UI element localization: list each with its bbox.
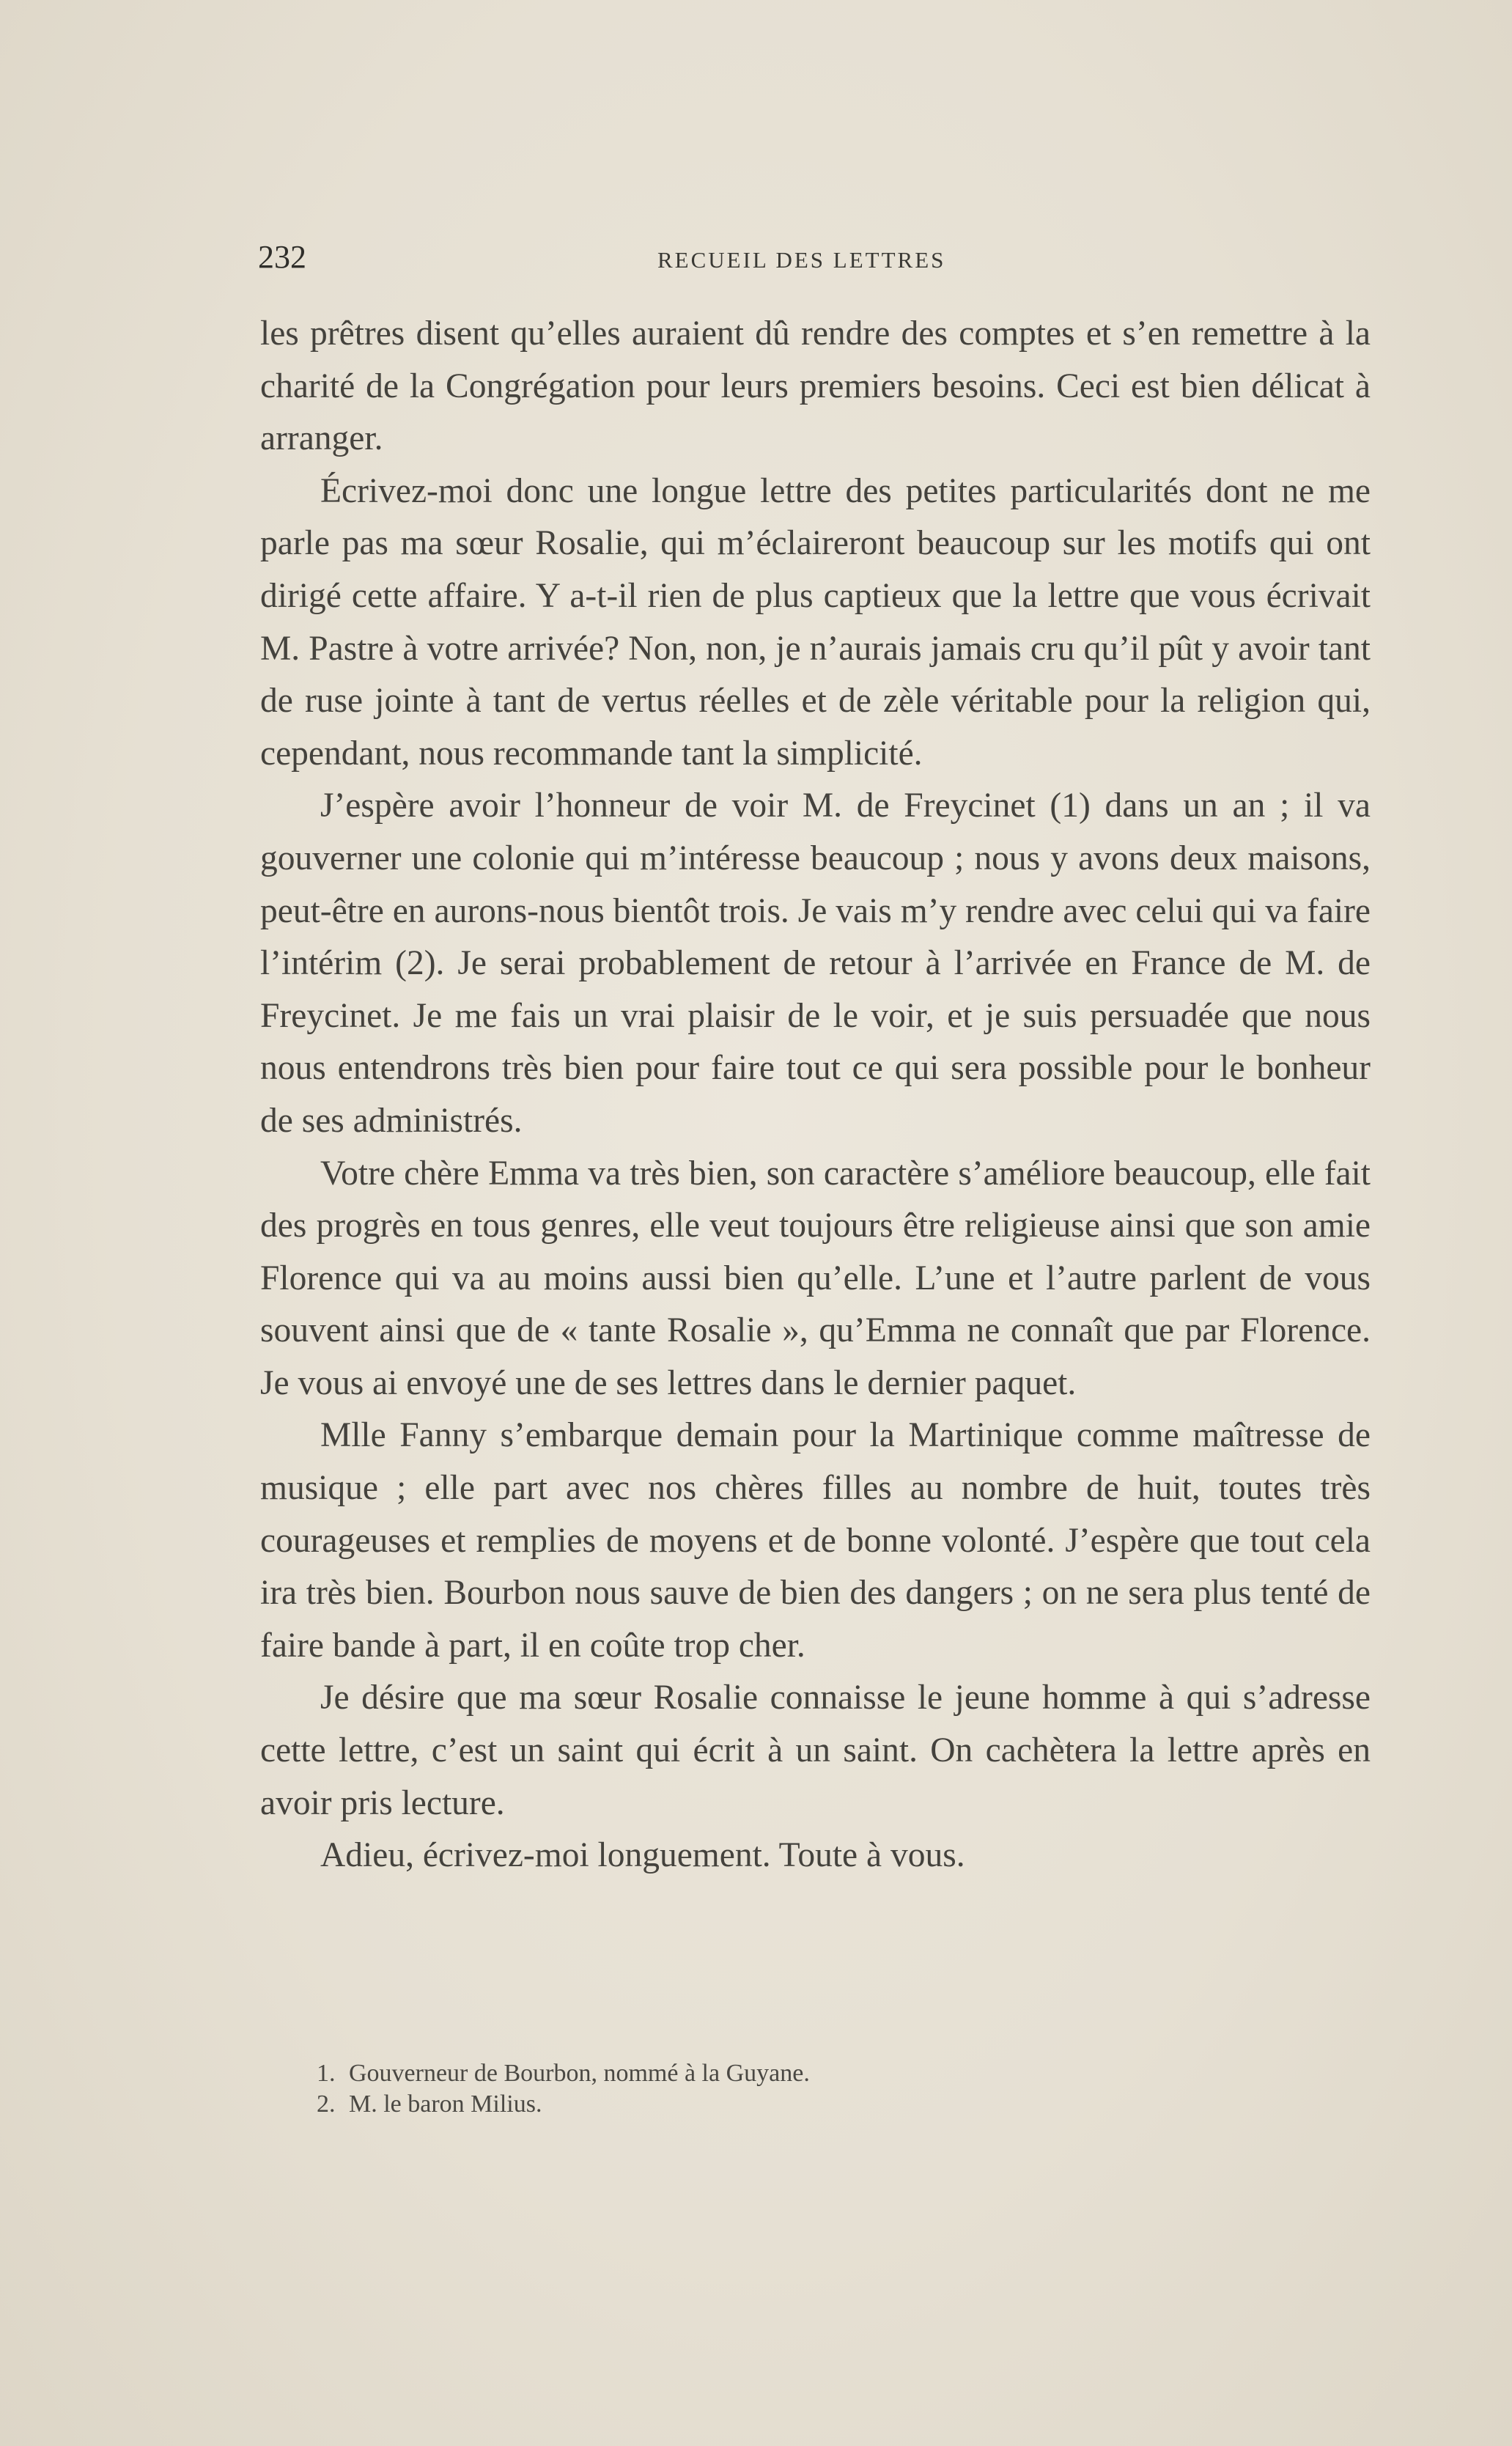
footnote-number: 2. xyxy=(317,2090,336,2118)
page-number: 232 xyxy=(258,239,306,275)
footnote-text: Gouverneur de Bourbon, nommé à la Guyane. xyxy=(349,2060,810,2087)
body-text xyxy=(260,308,1371,1882)
paragraph: Je désire que ma sœur Rosalie connaisse le jeune homme à qui s’adresse cette lettre, c’est un saint qui écrit à un saint. On cachètera la lettre après en avoir pris lecture. xyxy=(260,1679,1371,1822)
paragraph: Mlle Fanny s’embarque demain pour la Martinique comme maîtresse de musique ; elle part avec nos chères filles au nombre de huit, toutes très courageuses et remplies de moyens et de bonne volonté. J’espère que tout cela ira très bien. Bourbon nous sauve de bien des dangers ; on ne sera plus tenté de faire bande à part, il en coûte trop cher. xyxy=(260,1416,1371,1665)
page-header xyxy=(258,238,1372,282)
paragraph: Écrivez-moi donc une longue lettre des petites particularités dont ne me parle pas ma sœur Rosalie, qui m’éclaireront beaucoup sur les motifs qui ont dirigé cette affaire. Y a-t-il rien de plus captieux que la lettre que vous écrivait M. Pastre à votre arrivée? Non, non, je n’aurais jamais cru qu’il pût y avoir tant de ruse jointe à tant de vertus réelles et de zèle véritable pour la religion qui, cependant, nous recommande tant la simplicité. xyxy=(260,471,1371,773)
paragraph: Votre chère Emma va très bien, son caractère s’améliore beaucoup, elle fait des progrès en tous genres, elle veut toujours être religieuse ainsi que son amie Florence qui va au moins aussi bien qu’elle. L’une et l’autre parlent de vous souvent ainsi que de « tante Rosalie », qu’Emma ne connaît que par Florence. Je vous ai envoyé une de ses lettres dans le dernier paquet. xyxy=(260,1154,1371,1402)
footnotes xyxy=(317,2058,1372,2120)
paragraph: Adieu, écrivez-moi longuement. Toute à vous. xyxy=(320,1836,965,1875)
running-head: RECUEIL DES LETTRES xyxy=(657,247,946,273)
footnote-text: M. le baron Milius. xyxy=(349,2090,542,2118)
footnote-number: 1. xyxy=(317,2060,336,2087)
footnote xyxy=(317,2089,1372,2120)
footnote xyxy=(317,2058,1372,2089)
paragraph: les prêtres disent qu’elles auraient dû rendre des comptes et s’en remettre à la charité de la Congrégation pour leurs premiers besoins. Ceci est bien délicat à arranger. xyxy=(260,314,1371,458)
paragraph: J’espère avoir l’honneur de voir M. de Freycinet (1) dans un an ; il va gouverner une colonie qui m’intéresse beaucoup ; nous y avons deux maisons, peut-être en aurons-nous bientôt trois. Je vais m’y rendre avec celui qui va faire l’intérim (2). Je serai probablement de retour à l’arrivée en France de M. de Freycinet. Je me fais un vrai plaisir de le voir, et je suis persuadée que nous nous entendrons très bien pour faire tout ce qui sera possible pour le bonheur de ses administrés. xyxy=(260,787,1371,1140)
